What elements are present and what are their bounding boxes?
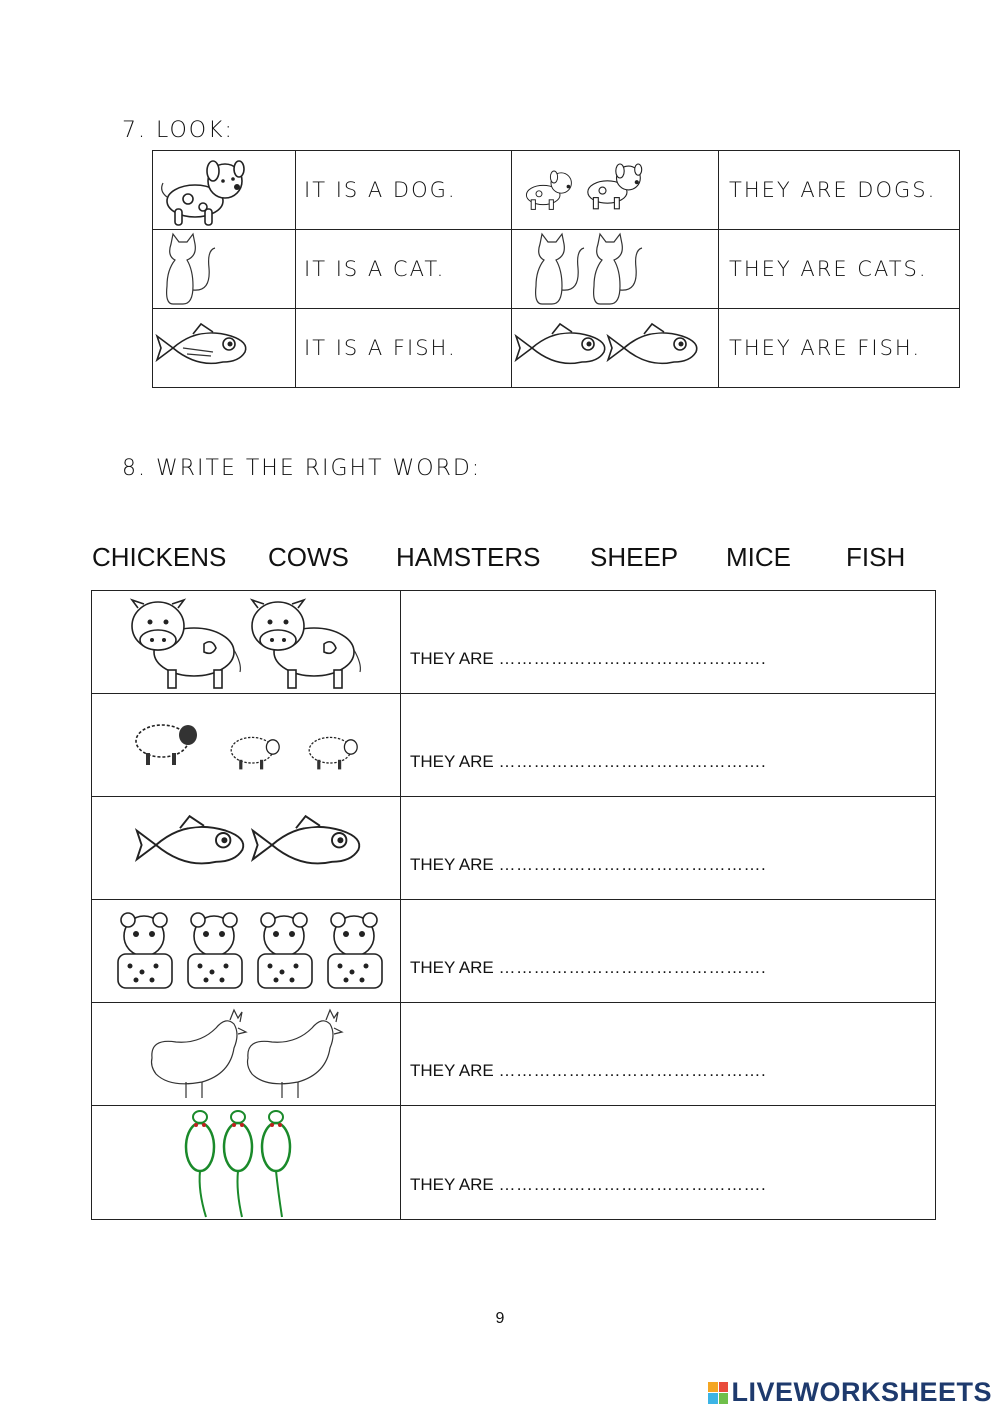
cows-icon (92, 592, 392, 692)
look-row-dog (153, 151, 960, 230)
fishes-picture-cell (512, 309, 719, 388)
word-bank-item: COWS (268, 542, 349, 572)
dogs-icon (512, 155, 652, 225)
answer-prompt: THEY ARE (410, 958, 494, 977)
hamsters-icon (92, 906, 392, 996)
fish-icon (92, 803, 392, 893)
fish-icon (153, 318, 253, 378)
word-bank (92, 542, 942, 573)
answer-blank[interactable]: ………………………………………. (498, 1061, 767, 1080)
cows-picture-cell (92, 591, 401, 694)
cats-icon (512, 230, 652, 308)
dogs-picture-cell (512, 151, 719, 230)
dog-singular-text: IT IS A DOG. (296, 151, 512, 230)
dog-icon (153, 151, 263, 229)
write-row (92, 591, 936, 694)
answer-blank[interactable]: ………………………………………. (498, 1175, 767, 1194)
fishes-icon (512, 318, 702, 378)
answer-prompt: THEY ARE (410, 1061, 494, 1080)
answer-prompt: THEY ARE (410, 649, 494, 668)
answer-blank[interactable]: ………………………………………. (498, 752, 767, 771)
answer-prompt: THEY ARE (410, 1175, 494, 1194)
dog-plural-text: THEY ARE DOGS. (719, 151, 960, 230)
fish-picture-cell (92, 797, 401, 900)
cats-picture-cell (512, 230, 719, 309)
cat-icon (153, 230, 233, 308)
mice-icon (92, 1107, 392, 1219)
answer-blank[interactable]: ………………………………………. (498, 958, 767, 977)
brand-name: LIVEWORKSHEETS (731, 1377, 992, 1407)
answer-cell[interactable] (401, 797, 936, 900)
answer-cell[interactable] (401, 900, 936, 1003)
fish-picture-cell (153, 309, 296, 388)
mice-picture-cell (92, 1106, 401, 1220)
answer-cell[interactable] (401, 591, 936, 694)
answer-cell[interactable] (401, 1106, 936, 1220)
write-row (92, 1003, 936, 1106)
section-7-title: 7. LOOK: (122, 118, 234, 143)
word-bank-item: FISH (846, 542, 906, 572)
word-bank-item: MICE (726, 542, 791, 572)
dog-picture-cell (153, 151, 296, 230)
answer-cell[interactable] (401, 694, 936, 797)
answer-blank[interactable]: ………………………………………. (498, 649, 767, 668)
logo-icon (708, 1382, 728, 1404)
answer-prompt: THEY ARE (410, 855, 494, 874)
sheep-picture-cell (92, 694, 401, 797)
write-table (91, 590, 936, 1220)
look-row-cat (153, 230, 960, 309)
section-8-title: 8. WRITE THE RIGHT WORD: (122, 456, 482, 481)
fish-singular-text: IT IS A FISH. (296, 309, 512, 388)
word-bank-item: SHEEP (590, 542, 679, 572)
fish-plural-text: THEY ARE FISH. (719, 309, 960, 388)
hamsters-picture-cell (92, 900, 401, 1003)
page-number: 9 (495, 1310, 505, 1327)
liveworksheets-logo[interactable] (708, 1377, 992, 1408)
word-bank-item: HAMSTERS (396, 542, 541, 572)
chickens-picture-cell (92, 1003, 401, 1106)
write-row (92, 900, 936, 1003)
write-row (92, 797, 936, 900)
cat-plural-text: THEY ARE CATS. (719, 230, 960, 309)
cat-singular-text: IT IS A CAT. (296, 230, 512, 309)
word-bank-item: CHICKENS (92, 542, 227, 572)
cat-picture-cell (153, 230, 296, 309)
answer-blank[interactable]: ………………………………………. (498, 855, 767, 874)
answer-prompt: THEY ARE (410, 752, 494, 771)
answer-cell[interactable] (401, 1003, 936, 1106)
look-row-fish (153, 309, 960, 388)
chickens-icon (92, 1004, 392, 1104)
sheep-icon (92, 705, 392, 785)
write-row (92, 1106, 936, 1220)
look-table (152, 150, 960, 388)
write-row (92, 694, 936, 797)
